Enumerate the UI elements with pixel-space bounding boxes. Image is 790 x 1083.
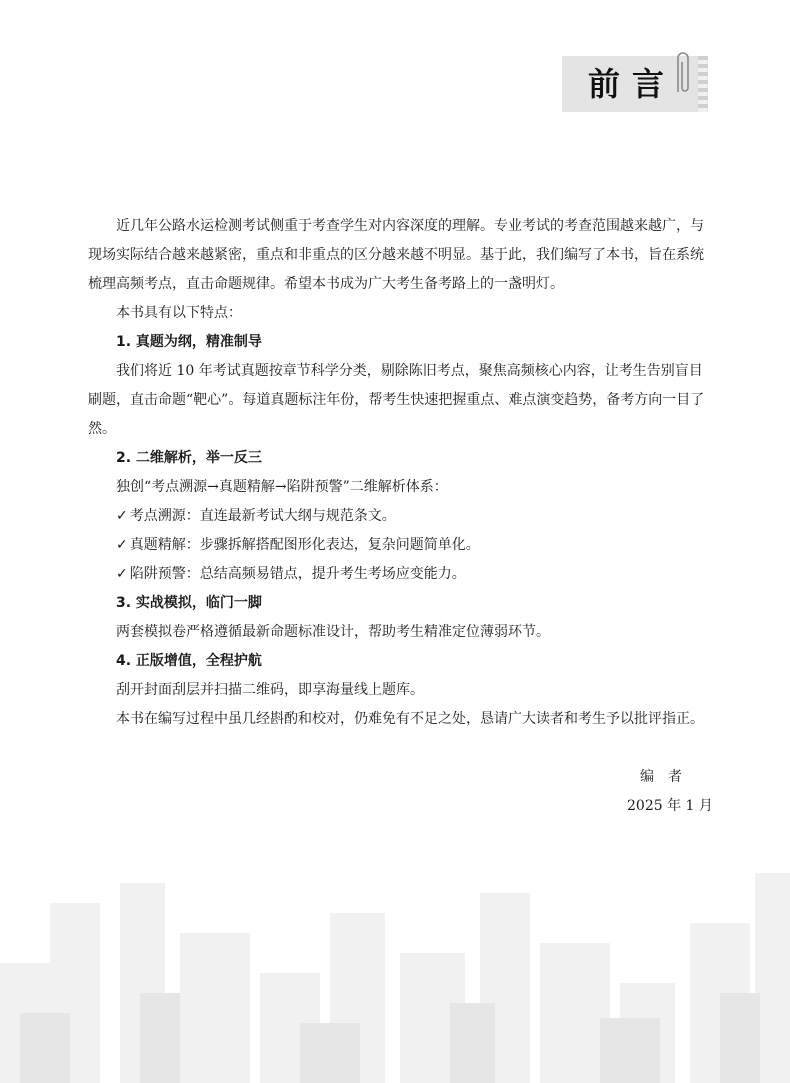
checkmark-icon: ✓ <box>116 537 128 553</box>
paragraph: 本书在编写过程中虽几经斟酌和校对，仍难免有不足之处，恳请广大读者和考生予以批评指正。 <box>116 711 704 727</box>
checklist-text: 真题精解：步骤拆解搭配图形化表达，复杂问题简单化。 <box>129 537 480 553</box>
paragraph: 两套模拟卷严格遵循最新命题标准设计，帮助考生精准定位薄弱环节。 <box>116 624 550 640</box>
section-heading: 3. 实战模拟，临门一脚 <box>116 595 262 611</box>
city-skyline-illustration <box>0 843 790 1083</box>
tab-stripes <box>698 56 708 112</box>
paragraph: 刮开封面刮层并扫描二维码，即享海量线上题库。 <box>116 682 424 698</box>
signature-date: 2025 年 1 月 <box>627 798 713 814</box>
checklist-text: 陷阱预警：总结高频易错点，提升考生考场应变能力。 <box>129 566 466 582</box>
paragraph: 独创“考点溯源→真题精解→陷阱预警”二维解析体系： <box>116 479 448 495</box>
section-heading: 2. 二维解析，举一反三 <box>116 450 262 466</box>
paragraph: 本书具有以下特点： <box>116 305 242 321</box>
paperclip-icon <box>672 48 694 100</box>
checklist-item <box>88 502 708 531</box>
section-heading: 1. 真题为纲，精准制导 <box>116 334 262 350</box>
paragraph: 我们将近 10 年考试真题按章节科学分类，剔除陈旧考点，聚焦高频核心内容，让考生告别盲目刷题，直击命题“靶心”。每道真题标注年份，帮考生快速把握重点、难点演变趋势，备考方向一目了然。 <box>88 363 705 437</box>
paragraph: 近几年公路水运检测考试侧重于考查学生对内容深度的理解。专业考试的考查范围越来越广，与现场实际结合越来越紧密，重点和非重点的区分越来越不明显。基于此，我们编写了本书，旨在系统梳理高频考点，直击命题规律。希望本书成为广大考生备考路上的一盏明灯。 <box>88 218 704 292</box>
checklist-item <box>88 531 708 560</box>
section-heading: 4. 正版增值，全程护航 <box>116 653 262 669</box>
signature-author: 编者 <box>640 769 696 785</box>
checklist-item <box>88 560 708 589</box>
checkmark-icon: ✓ <box>116 508 128 524</box>
checkmark-icon: ✓ <box>116 566 128 582</box>
page-title: 前言 <box>588 65 677 103</box>
preface-body <box>88 212 708 734</box>
checklist-text: 考点溯源：直连最新考试大纲与规范条文。 <box>129 508 396 524</box>
